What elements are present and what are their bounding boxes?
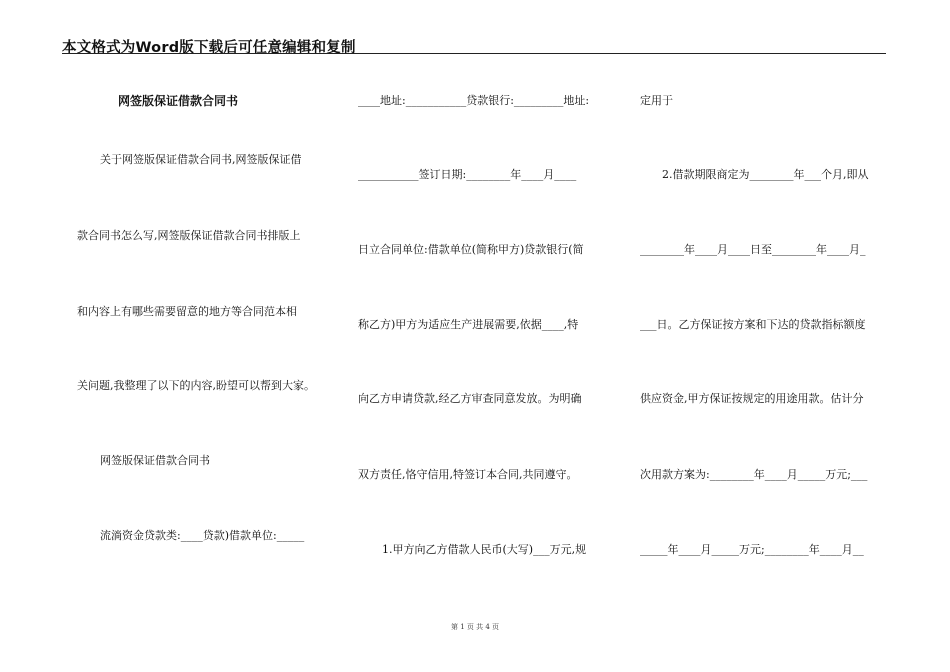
body-line: 2.借款期限商定为________年___个月,即从 xyxy=(662,168,869,181)
body-line: 定用于 xyxy=(640,94,673,107)
header-divider xyxy=(62,53,886,54)
body-line: 流淌资金贷款类:____贷款)借款单位:_____ xyxy=(100,529,305,542)
body-line: 关于网签版保证借款合同书,网签版保证借 xyxy=(100,153,302,166)
body-line: ____地址:___________贷款银行:_________地址: xyxy=(358,94,590,107)
document-header: 本文格式为Word版下载后可任意编辑和复制 xyxy=(62,40,356,56)
page-number: 第 1 页 共 4 页 xyxy=(450,623,500,631)
body-line: 款合同书怎么写,网签版保证借款合同书排版上 xyxy=(77,229,301,242)
body-line: ___________签订日期:________年____月____ xyxy=(358,168,577,181)
body-line: _____年____月_____万元;________年____月__ xyxy=(640,543,864,556)
body-line: 1.甲方向乙方借款人民币(大写)___万元,规 xyxy=(382,543,587,556)
body-line: ___日。乙方保证按方案和下达的贷款指标额度 xyxy=(640,318,866,331)
body-line: 称乙方)甲方为适应生产进展需要,依据____,特 xyxy=(358,318,579,331)
body-line: 向乙方申请贷款,经乙方审查同意发放。为明确 xyxy=(358,392,582,405)
body-line: 双方责任,恪守信用,特签订本合同,共同遵守。 xyxy=(358,468,578,481)
body-line: 关问题,我整理了以下的内容,盼望可以帮到大家。 xyxy=(77,379,315,392)
body-line: 次用款方案为:________年____月_____万元;___ xyxy=(640,468,868,481)
section-heading: 网签版保证借款合同书 xyxy=(100,454,210,467)
body-line: 供应资金,甲方保证按规定的用途用款。估计分 xyxy=(640,392,864,405)
body-line: ________年____月____日至________年____月_ xyxy=(640,243,866,256)
body-line: 和内容上有哪些需要留意的地方等合同范本相 xyxy=(77,305,297,318)
body-line: 日立合同单位:借款单位(简称甲方)贷款银行(简 xyxy=(358,243,584,256)
contract-title: 网签版保证借款合同书 xyxy=(118,94,239,108)
